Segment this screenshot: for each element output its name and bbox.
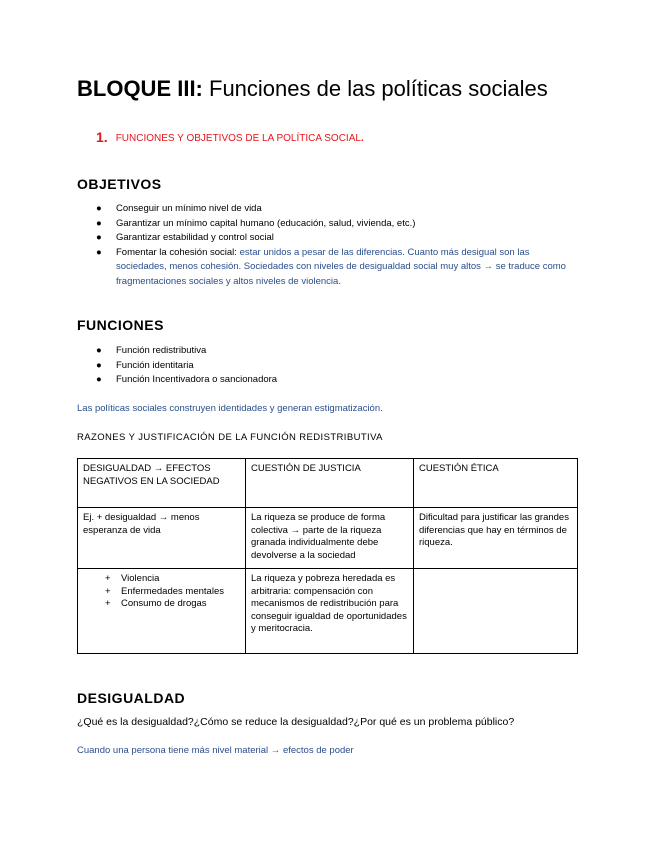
funciones-heading: FUNCIONES — [77, 317, 164, 333]
section-text: FUNCIONES Y OBJETIVOS DE LA POLÍTICA SOCIAL — [115, 133, 361, 144]
list-item: ● Garantizar un mínimo capital humano (educación, salud, vivienda, etc.) — [96, 217, 576, 232]
razones-heading: RAZONES Y JUSTIFICACIÓN DE LA FUNCIÓN REDISTRIBUTIVA — [77, 432, 383, 443]
bullet-icon: ● — [96, 246, 102, 258]
bullet-icon: ● — [96, 374, 102, 385]
table-header-cell: CUESTIÓN ÉTICA — [414, 459, 578, 508]
desigualdad-note: Cuando una persona tiene más nivel material → efectos de poder — [77, 745, 354, 756]
title-rest: Funciones de las políticas sociales — [202, 76, 548, 101]
bullet-icon: ● — [96, 359, 102, 371]
table-cell — [414, 569, 578, 654]
list-item: ● Función redistributiva — [96, 344, 496, 359]
funciones-list — [96, 344, 496, 388]
section-number: 1. — [96, 129, 108, 145]
effects-list — [83, 573, 240, 611]
list-item: + Violencia — [105, 573, 160, 584]
table-cell: La riqueza se produce de forma colectiva → parte de la riqueza granada individualmente debe devolverse a la sociedad — [246, 508, 414, 569]
plus-icon: + — [105, 573, 111, 584]
cohesion-label: Fomentar la cohesión social: — [116, 246, 237, 258]
list-item: ● Función identitaria — [96, 359, 496, 374]
table-cell: Ej. + desigualdad → menos esperanza de vida — [78, 508, 246, 569]
redistribution-table — [77, 458, 578, 654]
bullet-icon: ● — [96, 232, 102, 243]
list-item: ● Garantizar estabilidad y control social — [96, 231, 576, 246]
desigualdad-questions: ¿Qué es la desigualdad?¿Cómo se reduce la desigualdad?¿Por qué es un problema público? — [77, 716, 515, 728]
table-cell: Dificultad para justificar las grandes diferencias que hay en términos de riqueza. — [414, 508, 578, 569]
list-item — [96, 246, 576, 290]
section-heading-1 — [96, 128, 364, 144]
list-item: ● Conseguir un mínimo nivel de vida — [96, 202, 576, 217]
objetivos-heading: OBJETIVOS — [77, 176, 162, 192]
list-item: + Consumo de drogas — [105, 598, 207, 609]
bullet-icon: ● — [96, 203, 102, 214]
bullet-icon: ● — [96, 217, 102, 229]
list-item: + Enfermedades mentales — [105, 585, 224, 597]
desigualdad-heading: DESIGUALDAD — [77, 690, 186, 706]
funciones-note: Las políticas sociales construyen identidades y generan estigmatización. — [77, 403, 383, 414]
table-header-cell: CUESTIÓN DE JUSTICIA — [246, 459, 414, 508]
cohesion-explanation: estar unidos a pesar de las diferencias. Cuanto más desigual son las sociedades, menos cohesión. Sociedades con niveles de desigualdad social muy altos → se traduce como fragmentaciones sociales y altos niveles de violencia. — [116, 246, 566, 287]
page-title — [77, 76, 548, 102]
section-period: . — [360, 133, 364, 144]
table-header-row — [78, 459, 578, 508]
table-row — [78, 569, 578, 654]
table-cell — [78, 569, 246, 654]
title-bold: BLOQUE III: — [77, 76, 203, 101]
plus-icon: + — [105, 585, 111, 597]
plus-icon: + — [105, 598, 111, 609]
bullet-icon: ● — [96, 345, 102, 356]
table-cell: La riqueza y pobreza heredada es arbitraria: compensación con mecanismos de redistribución para conseguir igualdad de oportunidades y meritocracia. — [246, 569, 414, 654]
table-header-cell: DESIGUALDAD → EFECTOS NEGATIVOS EN LA SOCIEDAD — [78, 459, 246, 508]
table-row — [78, 508, 578, 569]
objetivos-list — [96, 202, 576, 289]
list-item: ● Función Incentivadora o sancionadora — [96, 373, 496, 388]
